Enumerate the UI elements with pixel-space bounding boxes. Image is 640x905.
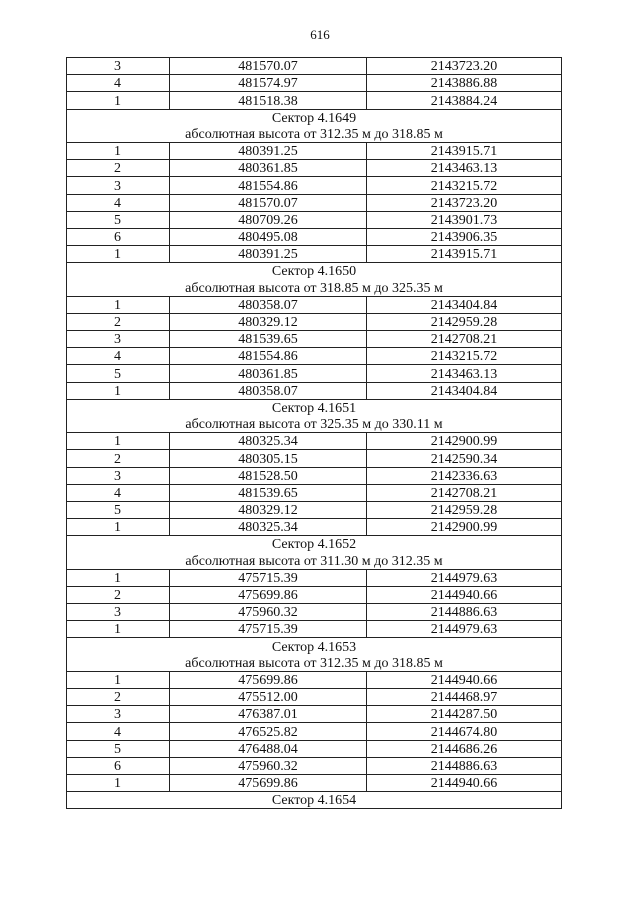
y-coordinate-cell: 2144940.66: [367, 671, 562, 688]
x-coordinate-cell: 475715.39: [170, 569, 367, 586]
y-coordinate-cell: 2144686.26: [367, 740, 562, 757]
y-coordinate-cell: 2142708.21: [367, 331, 562, 348]
point-number-cell: 3: [67, 467, 170, 484]
point-number-cell: 3: [67, 604, 170, 621]
y-coordinate-cell: 2143215.72: [367, 177, 562, 194]
sector-title-row: [67, 109, 562, 126]
point-number-cell: 3: [67, 331, 170, 348]
sector-altitude-row: [67, 126, 562, 143]
x-coordinate-cell: 475699.86: [170, 671, 367, 688]
point-number-cell: 3: [67, 706, 170, 723]
y-coordinate-cell: 2142959.28: [367, 501, 562, 518]
y-coordinate-cell: 2144979.63: [367, 621, 562, 638]
table-row: [67, 519, 562, 536]
table-row: [67, 706, 562, 723]
x-coordinate-cell: 480358.07: [170, 382, 367, 399]
y-coordinate-cell: 2143404.84: [367, 296, 562, 313]
point-number-cell: 2: [67, 160, 170, 177]
table-row: [67, 142, 562, 159]
x-coordinate-cell: 480391.25: [170, 246, 367, 263]
sector-altitude: абсолютная высота от 325.35 м до 330.11 м: [67, 416, 562, 433]
point-number-cell: 4: [67, 484, 170, 501]
x-coordinate-cell: 475960.32: [170, 604, 367, 621]
point-number-cell: 3: [67, 58, 170, 75]
y-coordinate-cell: 2144979.63: [367, 569, 562, 586]
sector-altitude: абсолютная высота от 312.35 м до 318.85 м: [67, 655, 562, 672]
y-coordinate-cell: 2143404.84: [367, 382, 562, 399]
x-coordinate-cell: 475512.00: [170, 688, 367, 705]
sector-altitude: абсолютная высота от 311.30 м до 312.35 м: [67, 552, 562, 569]
x-coordinate-cell: 475699.86: [170, 774, 367, 791]
y-coordinate-cell: 2144674.80: [367, 723, 562, 740]
x-coordinate-cell: 480361.85: [170, 365, 367, 382]
table-row: [67, 331, 562, 348]
table-row: [67, 211, 562, 228]
sector-title: Сектор 4.1651: [67, 399, 562, 416]
point-number-cell: 1: [67, 569, 170, 586]
table-row: [67, 484, 562, 501]
x-coordinate-cell: 476387.01: [170, 706, 367, 723]
point-number-cell: 1: [67, 246, 170, 263]
point-number-cell: 6: [67, 757, 170, 774]
x-coordinate-cell: 481570.07: [170, 58, 367, 75]
table-row: [67, 757, 562, 774]
x-coordinate-cell: 475699.86: [170, 586, 367, 603]
sector-title: Сектор 4.1652: [67, 536, 562, 553]
table-row: [67, 365, 562, 382]
table-row: [67, 160, 562, 177]
point-number-cell: 4: [67, 348, 170, 365]
table-row: [67, 58, 562, 75]
sector-title-row: [67, 792, 562, 809]
point-number-cell: 6: [67, 228, 170, 245]
x-coordinate-cell: 480325.34: [170, 433, 367, 450]
y-coordinate-cell: 2144468.97: [367, 688, 562, 705]
x-coordinate-cell: 480709.26: [170, 211, 367, 228]
table-row: [67, 740, 562, 757]
coordinates-table-body: [67, 58, 562, 809]
point-number-cell: 1: [67, 142, 170, 159]
x-coordinate-cell: 481554.86: [170, 348, 367, 365]
page-number: 616: [310, 27, 330, 42]
x-coordinate-cell: 481574.97: [170, 75, 367, 92]
x-coordinate-cell: 480391.25: [170, 142, 367, 159]
point-number-cell: 5: [67, 211, 170, 228]
y-coordinate-cell: 2142900.99: [367, 433, 562, 450]
table-row: [67, 296, 562, 313]
y-coordinate-cell: 2142900.99: [367, 519, 562, 536]
y-coordinate-cell: 2142590.34: [367, 450, 562, 467]
point-number-cell: 2: [67, 450, 170, 467]
table-row: [67, 194, 562, 211]
x-coordinate-cell: 481528.50: [170, 467, 367, 484]
y-coordinate-cell: 2144886.63: [367, 604, 562, 621]
point-number-cell: 4: [67, 194, 170, 211]
y-coordinate-cell: 2143915.71: [367, 246, 562, 263]
sector-altitude-row: [67, 552, 562, 569]
y-coordinate-cell: 2144886.63: [367, 757, 562, 774]
table-row: [67, 177, 562, 194]
point-number-cell: 2: [67, 688, 170, 705]
sector-altitude: абсолютная высота от 318.85 м до 325.35 м: [67, 279, 562, 296]
x-coordinate-cell: 480361.85: [170, 160, 367, 177]
table-row: [67, 348, 562, 365]
sector-title-row: [67, 638, 562, 655]
table-row: [67, 604, 562, 621]
point-number-cell: 2: [67, 586, 170, 603]
sector-altitude-row: [67, 416, 562, 433]
y-coordinate-cell: 2144940.66: [367, 586, 562, 603]
y-coordinate-cell: 2143463.13: [367, 365, 562, 382]
y-coordinate-cell: 2142959.28: [367, 313, 562, 330]
y-coordinate-cell: 2143723.20: [367, 58, 562, 75]
point-number-cell: 1: [67, 671, 170, 688]
point-number-cell: 2: [67, 313, 170, 330]
sector-title: Сектор 4.1653: [67, 638, 562, 655]
x-coordinate-cell: 476488.04: [170, 740, 367, 757]
sector-altitude-row: [67, 279, 562, 296]
x-coordinate-cell: 475715.39: [170, 621, 367, 638]
sector-title: Сектор 4.1654: [67, 792, 562, 809]
y-coordinate-cell: 2144940.66: [367, 774, 562, 791]
y-coordinate-cell: 2142708.21: [367, 484, 562, 501]
sector-title-row: [67, 263, 562, 280]
point-number-cell: 1: [67, 296, 170, 313]
table-row: [67, 313, 562, 330]
table-row: [67, 433, 562, 450]
sector-altitude-row: [67, 655, 562, 672]
x-coordinate-cell: 481570.07: [170, 194, 367, 211]
y-coordinate-cell: 2143463.13: [367, 160, 562, 177]
sector-altitude: абсолютная высота от 312.35 м до 318.85 м: [67, 126, 562, 143]
coordinates-table: [66, 57, 562, 809]
table-row: [67, 450, 562, 467]
table-row: [67, 671, 562, 688]
x-coordinate-cell: 480495.08: [170, 228, 367, 245]
y-coordinate-cell: 2143906.35: [367, 228, 562, 245]
sector-title: Сектор 4.1649: [67, 109, 562, 126]
point-number-cell: 5: [67, 501, 170, 518]
point-number-cell: 1: [67, 774, 170, 791]
y-coordinate-cell: 2143901.73: [367, 211, 562, 228]
point-number-cell: 1: [67, 92, 170, 109]
point-number-cell: 3: [67, 177, 170, 194]
table-row: [67, 586, 562, 603]
table-row: [67, 75, 562, 92]
table-row: [67, 246, 562, 263]
table-row: [67, 723, 562, 740]
point-number-cell: 1: [67, 519, 170, 536]
x-coordinate-cell: 480329.12: [170, 501, 367, 518]
x-coordinate-cell: 480325.34: [170, 519, 367, 536]
table-row: [67, 92, 562, 109]
y-coordinate-cell: 2142336.63: [367, 467, 562, 484]
table-row: [67, 774, 562, 791]
x-coordinate-cell: 476525.82: [170, 723, 367, 740]
table-row: [67, 569, 562, 586]
x-coordinate-cell: 481554.86: [170, 177, 367, 194]
table-row: [67, 467, 562, 484]
x-coordinate-cell: 481539.65: [170, 484, 367, 501]
sector-title: Сектор 4.1650: [67, 263, 562, 280]
y-coordinate-cell: 2143884.24: [367, 92, 562, 109]
table-row: [67, 688, 562, 705]
y-coordinate-cell: 2143915.71: [367, 142, 562, 159]
point-number-cell: 1: [67, 433, 170, 450]
point-number-cell: 4: [67, 723, 170, 740]
point-number-cell: 5: [67, 740, 170, 757]
sector-title-row: [67, 399, 562, 416]
y-coordinate-cell: 2143723.20: [367, 194, 562, 211]
y-coordinate-cell: 2144287.50: [367, 706, 562, 723]
y-coordinate-cell: 2143886.88: [367, 75, 562, 92]
x-coordinate-cell: 481539.65: [170, 331, 367, 348]
point-number-cell: 1: [67, 621, 170, 638]
table-row: [67, 382, 562, 399]
point-number-cell: 4: [67, 75, 170, 92]
x-coordinate-cell: 480329.12: [170, 313, 367, 330]
table-row: [67, 228, 562, 245]
x-coordinate-cell: 480305.15: [170, 450, 367, 467]
x-coordinate-cell: 480358.07: [170, 296, 367, 313]
table-row: [67, 501, 562, 518]
x-coordinate-cell: 475960.32: [170, 757, 367, 774]
point-number-cell: 1: [67, 382, 170, 399]
y-coordinate-cell: 2143215.72: [367, 348, 562, 365]
x-coordinate-cell: 481518.38: [170, 92, 367, 109]
table-row: [67, 621, 562, 638]
sector-title-row: [67, 536, 562, 553]
point-number-cell: 5: [67, 365, 170, 382]
